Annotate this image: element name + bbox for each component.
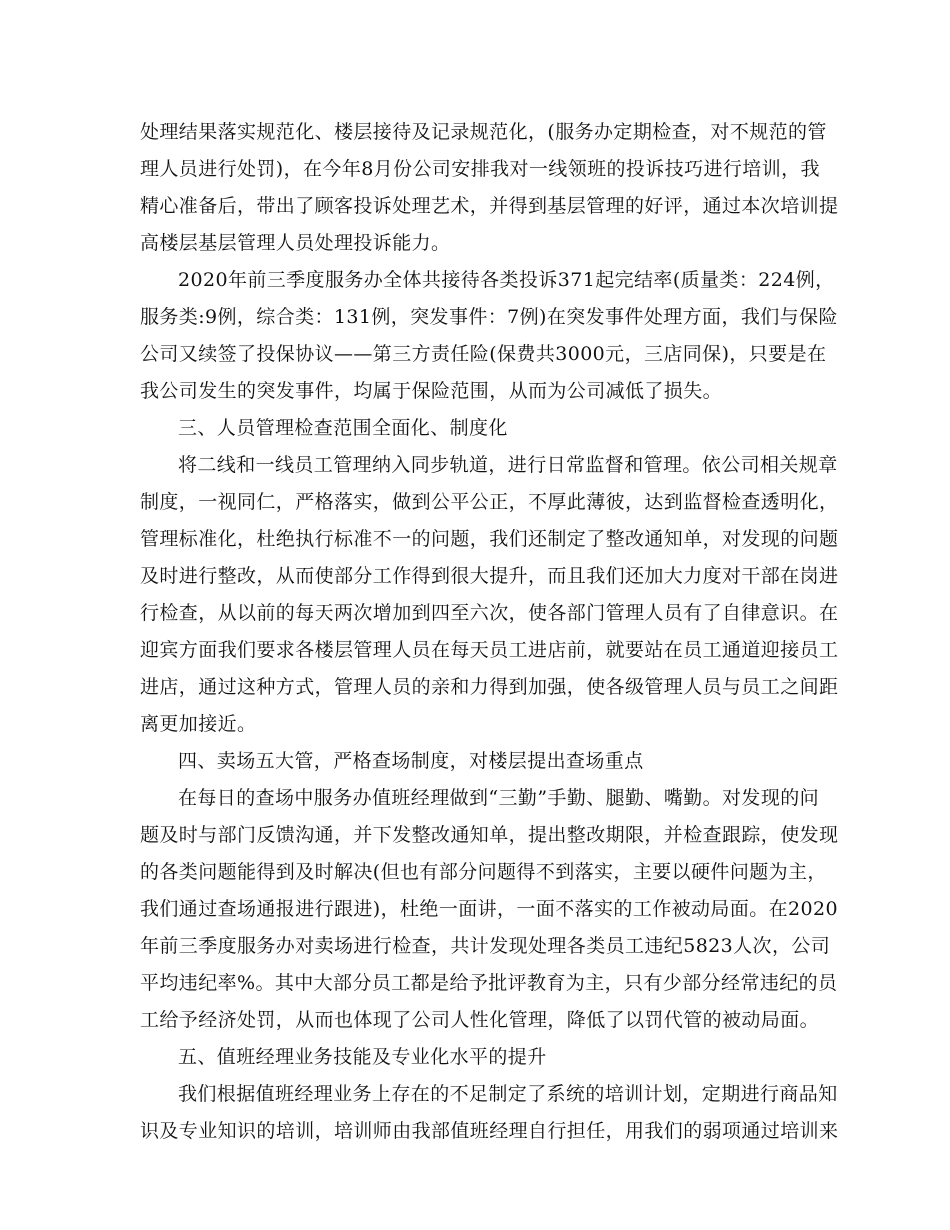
section-heading: 四、卖场五大管，严格查场制度，对楼层提出查场重点 (178, 750, 644, 772)
document-body (140, 114, 839, 1150)
paragraph-first-line: 在每日的查场中服务办值班经理做到“三勤”手勤、腿勤、嘴勤。对发现的问 (178, 787, 820, 809)
paragraph-first-line: 2020年前三季度服务办全体共接待各类投诉371起完结率(质量类：224例， (178, 269, 835, 291)
text-line: 管理标准化，杜绝执行标准不一的问题，我们还制定了整改通知单，对发现的问题 (140, 528, 839, 550)
text-line: 年前三季度服务办对卖场进行检查，共计发现处理各类员工违纪5823人次，公司 (140, 935, 831, 957)
text-line: 公司又续签了投保协议——第三方责任险(保费共3000元，三店同保)，只要是在 (140, 343, 827, 365)
text-line: 精心准备后，带出了顾客投诉处理艺术，并得到基层管理的好评，通过本次培训提 (140, 195, 839, 217)
text-line: 行检查，从以前的每天两次增加到四至六次，使各部门管理人员有了自律意识。在 (140, 602, 839, 624)
text-line: 我们通过查场通报进行跟进)，杜绝一面讲，一面不落实的工作被动局面。在2020 (140, 898, 838, 920)
section-heading: 五、值班经理业务技能及专业化水平的提升 (178, 1046, 547, 1068)
text-line: 服务类:9例，综合类：131例，突发事件：7例)在突发事件处理方面，我们与保险 (140, 306, 838, 328)
text-line: 理人员进行处罚)，在今年8月份公司安排我对一线领班的投诉技巧进行培训，我 (140, 158, 820, 180)
paragraph-first-line: 将二线和一线员工管理纳入同步轨道，进行日常监督和管理。依公司相关规章 (178, 454, 838, 476)
section-heading: 三、人员管理检查范围全面化、制度化 (178, 417, 508, 439)
text-line: 离更加接近。 (140, 713, 257, 735)
text-line: 平均违纪率%。其中大部分员工都是给予批评教育为主，只有少部分经常违纪的员 (140, 972, 838, 994)
text-line: 题及时与部门反馈沟通，并下发整改通知单，提出整改期限，并检查跟踪，使发现 (140, 824, 839, 846)
text-line: 处理结果落实规范化、楼层接待及记录规范化，(服务办定期检查，对不规范的管 (140, 121, 827, 143)
text-line: 工给予经济处罚，从而也体现了公司人性化管理，降低了以罚代管的被动局面。 (140, 1009, 820, 1031)
text-line: 的各类问题能得到及时解决(但也有部分问题得不到落实，主要以硬件问题为主， (140, 861, 827, 883)
text-line: 我公司发生的突发事件，均属于保险范围，从而为公司减低了损失。 (140, 380, 723, 402)
text-line: 迎宾方面我们要求各楼层管理人员在每天员工进店前，就要站在员工通道迎接员工 (140, 639, 839, 661)
text-line: 识及专业知识的培训，培训师由我部值班经理自行担任，用我们的弱项通过培训来 (140, 1120, 839, 1142)
text-line: 制度，一视同仁，严格落实，做到公平公正，不厚此薄彼，达到监督检查透明化， (140, 491, 839, 513)
text-line: 及时进行整改，从而使部分工作得到很大提升，而且我们还加大力度对干部在岗进 (140, 565, 839, 587)
paragraph-first-line: 我们根据值班经理业务上存在的不足制定了系统的培训计划，定期进行商品知 (178, 1083, 838, 1105)
text-line: 高楼层基层管理人员处理投诉能力。 (140, 232, 451, 254)
text-line: 进店，通过这种方式，管理人员的亲和力得到加强，使各级管理人员与员工之间距 (140, 676, 839, 698)
